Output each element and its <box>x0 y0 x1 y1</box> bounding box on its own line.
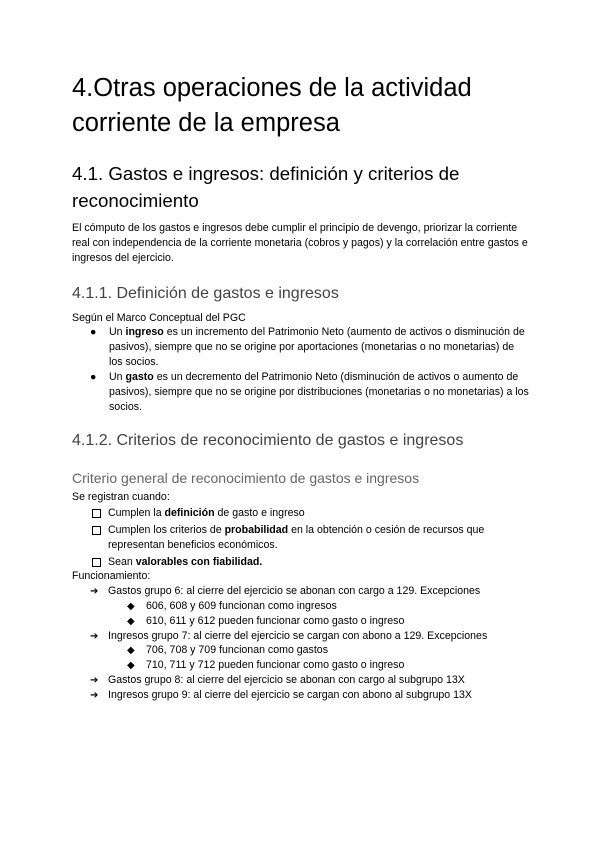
funcionamiento-label: Funcionamiento: <box>72 570 151 582</box>
list-item-grupo-7-exc-b: ◆ 710, 711 y 712 pueden funcionar como gasto o ingreso <box>127 659 405 671</box>
list-item-grupo-8: ➔ Gastos grupo 8: al cierre del ejercicio se abonan con cargo al subgrupo 13X <box>90 674 465 686</box>
checklist-item-definicion: Cumplen la definición de gasto e ingreso <box>92 506 532 521</box>
term-ingreso: ingreso <box>125 326 164 338</box>
diamond-bullet-icon: ◆ <box>127 660 135 671</box>
section-4-1-intro: El cómputo de los gastos e ingresos debe cumplir el principio de devengo, priorizar la corriente real con independencia de la corriente monetaria (cobros y pagos) y la correlación entre gastos e ingresos del ejercicio. <box>72 222 528 264</box>
bullet-icon: ● <box>90 371 97 383</box>
list-item-grupo-7-exc-a: ◆ 706, 708 y 709 funcionan como gastos <box>127 644 328 656</box>
list-item-grupo-9: ➔ Ingresos grupo 9: al cierre del ejercicio se cargan con abono al subgrupo 13X <box>90 689 472 701</box>
definitions-lead: Según el Marco Conceptual del PGC <box>72 312 246 324</box>
bullet-icon: ● <box>90 326 97 338</box>
diamond-bullet-icon: ◆ <box>127 645 135 656</box>
list-item-grupo-6: ➔ Gastos grupo 6: al cierre del ejercicio se abonan con cargo a 129. Excepciones <box>90 585 481 597</box>
general-criterion-subheading: Criterio general de reconocimiento de gastos e ingresos <box>72 470 420 486</box>
checklist-item-fiabilidad: Sean valorables con fiabilidad. <box>92 555 532 570</box>
list-item-grupo-6-exc-b: ◆ 610, 611 y 612 pueden funcionar como gasto o ingreso <box>127 615 405 627</box>
section-4-1-1-heading: 4.1.1. Definición de gastos e ingresos <box>72 285 339 302</box>
list-item-grupo-6-exc-a: ◆ 606, 608 y 609 funcionan como ingresos <box>127 600 337 612</box>
diamond-bullet-icon: ◆ <box>127 601 135 612</box>
list-item-ingreso: ● Un ingreso es un incremento del Patrimonio Neto (aumento de activos o disminución de pasivos), siempre que no se origine por aportaciones (monetarias o no monetarias) de los socios. <box>90 326 525 368</box>
list-item-grupo-7: ➔ Ingresos grupo 7: al cierre del ejercicio se cargan con abono a 129. Excepciones <box>90 630 488 642</box>
arrow-right-icon: ➔ <box>90 675 99 686</box>
list-item-gasto: ● Un gasto es un decremento del Patrimonio Neto (disminución de activos o aumento de pasivos), siempre que no se origine por distribuciones (monetarias o no monetarias) a los socios. <box>90 371 529 413</box>
arrow-right-icon: ➔ <box>90 690 99 701</box>
page-title: 4.Otras operaciones de la actividad corriente de la empresa <box>72 74 472 137</box>
arrow-right-icon: ➔ <box>90 631 99 642</box>
section-4-1-heading: 4.1. Gastos e ingresos: definición y criterios de reconocimiento <box>72 163 460 211</box>
checklist-item-probabilidad: Cumplen los criterios de probabilidad en la obtención o cesión de recursos que representan beneficios económicos. <box>92 523 532 553</box>
registration-lead: Se registran cuando: <box>72 491 170 503</box>
checkbox-icon <box>92 524 101 539</box>
section-4-1-2-heading: 4.1.2. Criterios de reconocimiento de gastos e ingresos <box>72 432 464 449</box>
term-gasto: gasto <box>125 371 154 383</box>
checkbox-icon <box>92 507 101 522</box>
diamond-bullet-icon: ◆ <box>127 616 135 627</box>
arrow-right-icon: ➔ <box>90 586 99 597</box>
